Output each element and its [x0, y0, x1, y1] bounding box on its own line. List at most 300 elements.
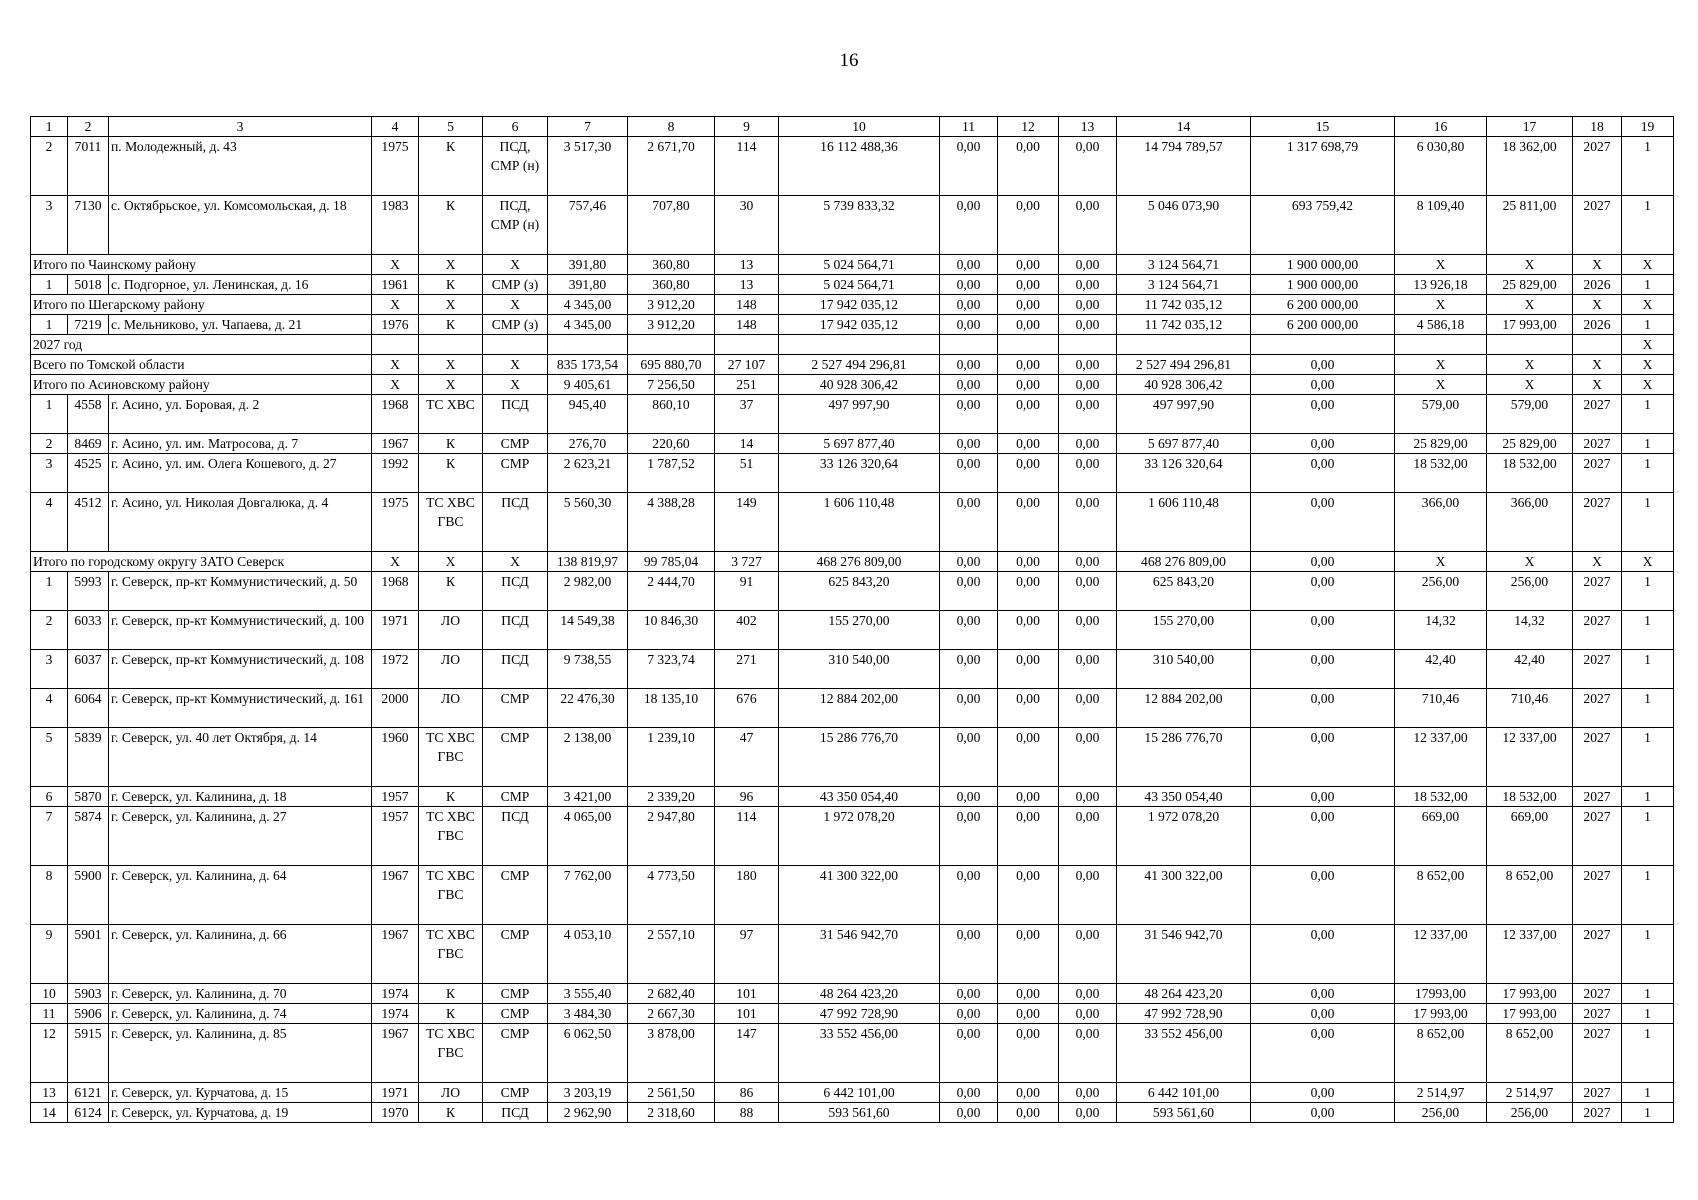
table-cell: с. Подгорное, ул. Ленинская, д. 16: [109, 275, 372, 295]
table-cell: X: [419, 295, 483, 315]
table-row: [31, 1024, 1674, 1083]
table-row: [31, 493, 1674, 552]
table-cell: 0,00: [1059, 984, 1117, 1004]
table-cell: г. Северск, ул. Курчатова, д. 15: [109, 1083, 372, 1103]
table-cell: 25 811,00: [1487, 196, 1573, 255]
table-cell: 625 843,20: [779, 572, 940, 611]
table-cell: 0,00: [998, 1103, 1059, 1123]
table-cell: г. Асино, ул. Боровая, д. 2: [109, 395, 372, 434]
table-cell: 2027: [1573, 137, 1622, 196]
table-cell: 5870: [68, 787, 109, 807]
table-cell: 695 880,70: [628, 355, 715, 375]
table-cell: 6 030,80: [1395, 137, 1487, 196]
table-cell: X: [483, 355, 548, 375]
table-cell: 18 532,00: [1487, 787, 1573, 807]
table-cell: 15 286 776,70: [1117, 728, 1251, 787]
table-cell: 2: [31, 137, 68, 196]
table-cell: 0,00: [940, 355, 998, 375]
table-cell: 360,80: [628, 275, 715, 295]
table-cell: 2 623,21: [548, 454, 628, 493]
table-cell: СМР: [483, 866, 548, 925]
table-cell: 0,00: [1251, 984, 1395, 1004]
table-row: [31, 395, 1674, 434]
table-cell: 0,00: [1251, 434, 1395, 454]
column-header: 17: [1487, 117, 1573, 137]
table-cell: X: [372, 355, 419, 375]
table-cell: [548, 335, 628, 355]
table-cell: 0,00: [1251, 1103, 1395, 1123]
table-cell: 3 421,00: [548, 787, 628, 807]
table-cell: 0,00: [1059, 650, 1117, 689]
table-body: [31, 137, 1674, 1123]
column-header: 8: [628, 117, 715, 137]
table-cell: 1975: [372, 137, 419, 196]
table-cell: 0,00: [998, 552, 1059, 572]
table-cell: 1: [1622, 611, 1674, 650]
table-cell: 5 024 564,71: [779, 255, 940, 275]
table-cell: 2027: [1573, 984, 1622, 1004]
table-cell: 2 982,00: [548, 572, 628, 611]
table-cell: 33 126 320,64: [779, 454, 940, 493]
table-cell: [1117, 335, 1251, 355]
page-number: 16: [839, 50, 859, 71]
table-cell: 25 829,00: [1395, 434, 1487, 454]
table-cell: 101: [715, 1004, 779, 1024]
table-cell: 96: [715, 787, 779, 807]
table-cell: 0,00: [940, 375, 998, 395]
table-cell: [372, 335, 419, 355]
table-cell: 5 024 564,71: [779, 275, 940, 295]
table-cell: X: [419, 375, 483, 395]
table-cell: 0,00: [940, 689, 998, 728]
table-cell: X: [372, 552, 419, 572]
table-cell: 4: [31, 689, 68, 728]
table-cell: X: [372, 375, 419, 395]
table-cell: 1: [1622, 1083, 1674, 1103]
table-cell: 8 652,00: [1487, 1024, 1573, 1083]
table-cell: 0,00: [1059, 1024, 1117, 1083]
table-cell: 0,00: [998, 1083, 1059, 1103]
table-cell: [1251, 335, 1395, 355]
table-cell: 256,00: [1487, 1103, 1573, 1123]
table-cell: 0,00: [1059, 572, 1117, 611]
table-cell: 2027: [1573, 728, 1622, 787]
table-cell: 7 323,74: [628, 650, 715, 689]
table-cell: 1: [1622, 434, 1674, 454]
table-cell: 13: [715, 275, 779, 295]
table-cell: 1: [1622, 807, 1674, 866]
table-cell: 41 300 322,00: [779, 866, 940, 925]
table-cell: X: [1395, 355, 1487, 375]
table-cell: 4 388,28: [628, 493, 715, 552]
table-cell: 13: [715, 255, 779, 275]
table-cell: 12 884 202,00: [779, 689, 940, 728]
table-cell: 4 345,00: [548, 315, 628, 335]
table-cell: 18 532,00: [1395, 454, 1487, 493]
table-cell: 11: [31, 1004, 68, 1024]
table-cell: 0,00: [1059, 925, 1117, 984]
table-cell: 2 138,00: [548, 728, 628, 787]
table-row: [31, 315, 1674, 335]
table-cell: X: [1487, 295, 1573, 315]
table-cell: 33 552 456,00: [1117, 1024, 1251, 1083]
table-cell: 2 527 494 296,81: [779, 355, 940, 375]
table-cell: 6033: [68, 611, 109, 650]
table-cell: 0,00: [998, 807, 1059, 866]
table-cell: 0,00: [998, 137, 1059, 196]
table-cell: 13 926,18: [1395, 275, 1487, 295]
table-cell: 0,00: [998, 925, 1059, 984]
table-cell: 1: [1622, 925, 1674, 984]
table-row: [31, 728, 1674, 787]
table-cell: 2027: [1573, 807, 1622, 866]
table-cell: К: [419, 275, 483, 295]
table-cell: ПСД, СМР (н): [483, 196, 548, 255]
table-cell: 5839: [68, 728, 109, 787]
table-cell: 3 555,40: [548, 984, 628, 1004]
table-cell: 25 829,00: [1487, 275, 1573, 295]
table-cell: п. Молодежный, д. 43: [109, 137, 372, 196]
table-cell: X: [1487, 552, 1573, 572]
table-cell: 0,00: [940, 493, 998, 552]
column-header: 18: [1573, 117, 1622, 137]
table-cell: 0,00: [940, 728, 998, 787]
table-cell: 0,00: [1251, 925, 1395, 984]
table-cell: 12 337,00: [1395, 925, 1487, 984]
table-cell: 4525: [68, 454, 109, 493]
table-cell: 48 264 423,20: [779, 984, 940, 1004]
table-cell: ЛО: [419, 689, 483, 728]
table-cell: 1967: [372, 866, 419, 925]
table-cell: 2027: [1573, 493, 1622, 552]
table-cell: 1: [1622, 689, 1674, 728]
table-cell: 835 173,54: [548, 355, 628, 375]
table-cell: X: [1395, 295, 1487, 315]
table-cell: 101: [715, 984, 779, 1004]
table-cell: 0,00: [998, 866, 1059, 925]
table-cell: 1: [31, 275, 68, 295]
table-cell: 0,00: [998, 1024, 1059, 1083]
table-cell: 0,00: [1251, 1004, 1395, 1024]
table-cell: 3 912,20: [628, 315, 715, 335]
table-cell: 1983: [372, 196, 419, 255]
table-cell: 8 652,00: [1395, 1024, 1487, 1083]
table-cell: с. Мельниково, ул. Чапаева, д. 21: [109, 315, 372, 335]
table-cell: 7130: [68, 196, 109, 255]
table-cell: 17993,00: [1395, 984, 1487, 1004]
table-cell: 8 109,40: [1395, 196, 1487, 255]
table-cell: 0,00: [1251, 807, 1395, 866]
table-cell: 3: [31, 196, 68, 255]
table-cell: 0,00: [1059, 611, 1117, 650]
table-cell: 1 972 078,20: [1117, 807, 1251, 866]
table-cell: 12 884 202,00: [1117, 689, 1251, 728]
table-cell: 5 046 073,90: [1117, 196, 1251, 255]
table-cell: СМР: [483, 984, 548, 1004]
table-cell: 1957: [372, 807, 419, 866]
table-cell: 37: [715, 395, 779, 434]
table-cell: 693 759,42: [1251, 196, 1395, 255]
table-cell: 0,00: [940, 137, 998, 196]
table-cell: 0,00: [998, 1004, 1059, 1024]
table-cell: 0,00: [940, 454, 998, 493]
table-cell: 48 264 423,20: [1117, 984, 1251, 1004]
table-cell: 5018: [68, 275, 109, 295]
table-cell: 33 126 320,64: [1117, 454, 1251, 493]
table-cell: 9: [31, 925, 68, 984]
table-cell: 17 942 035,12: [779, 295, 940, 315]
table-cell: X: [1573, 375, 1622, 395]
table-cell: 4 065,00: [548, 807, 628, 866]
table-cell: 11 742 035,12: [1117, 295, 1251, 315]
table-cell: 18 135,10: [628, 689, 715, 728]
table-cell: 4 345,00: [548, 295, 628, 315]
table-cell: 2000: [372, 689, 419, 728]
table-cell: СМР: [483, 728, 548, 787]
table-cell: [1573, 335, 1622, 355]
table-cell: 2027: [1573, 572, 1622, 611]
table-cell: 41 300 322,00: [1117, 866, 1251, 925]
table-cell: X: [1573, 255, 1622, 275]
table-cell: 3 912,20: [628, 295, 715, 315]
subtotal-row: [31, 355, 1674, 375]
table-cell: 4: [31, 493, 68, 552]
table-cell: 155 270,00: [1117, 611, 1251, 650]
table-row: [31, 866, 1674, 925]
table-cell: 0,00: [940, 1103, 998, 1123]
table-cell: 707,80: [628, 196, 715, 255]
table-cell: 97: [715, 925, 779, 984]
table-cell: 7011: [68, 137, 109, 196]
table-cell: 8 652,00: [1395, 866, 1487, 925]
table-cell: 6 200 000,00: [1251, 295, 1395, 315]
year-row: [31, 335, 1674, 355]
table-cell: [1487, 335, 1573, 355]
table-cell: 14 794 789,57: [1117, 137, 1251, 196]
table-cell: СМР: [483, 454, 548, 493]
table-cell: 42,40: [1487, 650, 1573, 689]
column-header: 4: [372, 117, 419, 137]
table-cell: [1395, 335, 1487, 355]
table-cell: 42,40: [1395, 650, 1487, 689]
table-cell: 1 972 078,20: [779, 807, 940, 866]
table-cell: 2027: [1573, 787, 1622, 807]
table-cell: 1957: [372, 787, 419, 807]
table-cell: 468 276 809,00: [779, 552, 940, 572]
table-cell: 13: [31, 1083, 68, 1103]
table-cell: 1971: [372, 611, 419, 650]
subtotal-label: Итого по Асиновскому району: [31, 375, 372, 395]
table-cell: 1961: [372, 275, 419, 295]
table-cell: 0,00: [1059, 315, 1117, 335]
table-cell: X: [1395, 255, 1487, 275]
table-cell: СМР (з): [483, 275, 548, 295]
table-cell: 1: [1622, 866, 1674, 925]
column-header: 13: [1059, 117, 1117, 137]
table-cell: 366,00: [1395, 493, 1487, 552]
table-cell: X: [1622, 255, 1674, 275]
table-cell: 579,00: [1395, 395, 1487, 434]
table-cell: 1 606 110,48: [1117, 493, 1251, 552]
table-cell: 0,00: [1059, 375, 1117, 395]
table-cell: 114: [715, 137, 779, 196]
table-cell: 148: [715, 295, 779, 315]
table-cell: X: [483, 255, 548, 275]
subtotal-label: Итого по Шегарскому району: [31, 295, 372, 315]
table-cell: 0,00: [1251, 572, 1395, 611]
table-cell: К: [419, 315, 483, 335]
table-cell: 10 846,30: [628, 611, 715, 650]
table-cell: 310 540,00: [779, 650, 940, 689]
table-cell: 6: [31, 787, 68, 807]
table-cell: X: [419, 255, 483, 275]
subtotal-row: [31, 295, 1674, 315]
table-cell: 0,00: [940, 196, 998, 255]
column-number-row: [31, 117, 1674, 137]
table-cell: 0,00: [940, 1004, 998, 1024]
table-cell: 12: [31, 1024, 68, 1083]
table-cell: 8: [31, 866, 68, 925]
table-cell: 14: [31, 1103, 68, 1123]
table-cell: К: [419, 196, 483, 255]
table-cell: 0,00: [998, 255, 1059, 275]
table-cell: X: [372, 255, 419, 275]
table-cell: 0,00: [998, 493, 1059, 552]
table-cell: 1: [1622, 650, 1674, 689]
table-cell: 1: [1622, 787, 1674, 807]
table-cell: 17 942 035,12: [779, 315, 940, 335]
column-header: 11: [940, 117, 998, 137]
table-cell: 18 532,00: [1395, 787, 1487, 807]
table-cell: 6 442 101,00: [1117, 1083, 1251, 1103]
table-cell: 0,00: [1059, 395, 1117, 434]
table-cell: 7 762,00: [548, 866, 628, 925]
table-cell: 2 514,97: [1395, 1083, 1487, 1103]
table-cell: 0,00: [1059, 137, 1117, 196]
table-cell: 593 561,60: [779, 1103, 940, 1123]
table-cell: г. Асино, ул. им. Матросова, д. 7: [109, 434, 372, 454]
table-cell: 2027: [1573, 1083, 1622, 1103]
table-cell: [628, 335, 715, 355]
column-header: 19: [1622, 117, 1674, 137]
table-cell: 4 053,10: [548, 925, 628, 984]
table-cell: [779, 335, 940, 355]
column-header: 15: [1251, 117, 1395, 137]
table-cell: 0,00: [998, 689, 1059, 728]
table-cell: 2 947,80: [628, 807, 715, 866]
table-cell: ТС ХВС ГВС: [419, 925, 483, 984]
table-cell: X: [1622, 335, 1674, 355]
table-cell: К: [419, 454, 483, 493]
table-cell: 8469: [68, 434, 109, 454]
table-cell: ЛО: [419, 1083, 483, 1103]
table-cell: 15 286 776,70: [779, 728, 940, 787]
table-cell: 1: [1622, 315, 1674, 335]
subtotal-row: [31, 552, 1674, 572]
table-cell: г. Северск, ул. Калинина, д. 27: [109, 807, 372, 866]
column-header: 10: [779, 117, 940, 137]
table-cell: 2027: [1573, 650, 1622, 689]
table-cell: 2027: [1573, 1024, 1622, 1083]
table-cell: 1: [31, 395, 68, 434]
table-cell: 17 993,00: [1487, 315, 1573, 335]
table-cell: 0,00: [940, 275, 998, 295]
table-cell: X: [1573, 295, 1622, 315]
table-cell: 0,00: [998, 275, 1059, 295]
table-cell: 1968: [372, 395, 419, 434]
table-cell: 5903: [68, 984, 109, 1004]
table-cell: 0,00: [1059, 689, 1117, 728]
table-cell: 2 318,60: [628, 1103, 715, 1123]
table-cell: 40 928 306,42: [779, 375, 940, 395]
table-cell: СМР: [483, 787, 548, 807]
table-cell: 4 773,50: [628, 866, 715, 925]
table-cell: [715, 335, 779, 355]
table-cell: ТС ХВС ГВС: [419, 493, 483, 552]
table-cell: 7 256,50: [628, 375, 715, 395]
table-cell: 1: [1622, 454, 1674, 493]
table-cell: 6037: [68, 650, 109, 689]
table-cell: 945,40: [548, 395, 628, 434]
table-row: [31, 454, 1674, 493]
table-cell: 5900: [68, 866, 109, 925]
table-cell: 468 276 809,00: [1117, 552, 1251, 572]
table-cell: 4 586,18: [1395, 315, 1487, 335]
table-cell: 5 739 833,32: [779, 196, 940, 255]
table-cell: ПСД: [483, 1103, 548, 1123]
table-cell: 0,00: [998, 650, 1059, 689]
table-cell: X: [372, 295, 419, 315]
table-cell: К: [419, 1004, 483, 1024]
table-cell: ТС ХВС ГВС: [419, 728, 483, 787]
table-row: [31, 196, 1674, 255]
table-cell: 2 514,97: [1487, 1083, 1573, 1103]
table-cell: 2: [31, 434, 68, 454]
table-cell: 0,00: [940, 255, 998, 275]
table-cell: 2 682,40: [628, 984, 715, 1004]
table-cell: 0,00: [1251, 1024, 1395, 1083]
table-cell: 402: [715, 611, 779, 650]
repair-program-table: [30, 116, 1674, 1123]
table-cell: 14 549,38: [548, 611, 628, 650]
table-cell: 3 878,00: [628, 1024, 715, 1083]
table-cell: ТС ХВС ГВС: [419, 1024, 483, 1083]
table-cell: 0,00: [998, 434, 1059, 454]
table-cell: 366,00: [1487, 493, 1573, 552]
table-cell: 0,00: [1059, 807, 1117, 866]
table-cell: г. Северск, ул. Калинина, д. 85: [109, 1024, 372, 1083]
table-cell: 3 517,30: [548, 137, 628, 196]
table-cell: г. Северск, ул. Калинина, д. 66: [109, 925, 372, 984]
table-cell: 1: [1622, 395, 1674, 434]
table-cell: 2 339,20: [628, 787, 715, 807]
table-cell: 0,00: [1251, 650, 1395, 689]
table-cell: 1: [31, 315, 68, 335]
table-cell: 11 742 035,12: [1117, 315, 1251, 335]
table-cell: 669,00: [1487, 807, 1573, 866]
column-header: 12: [998, 117, 1059, 137]
table-cell: 99 785,04: [628, 552, 715, 572]
table-cell: г. Северск, пр-кт Коммунистический, д. 161: [109, 689, 372, 728]
table-cell: 0,00: [940, 434, 998, 454]
table-cell: ТС ХВС: [419, 395, 483, 434]
table-cell: г. Северск, пр-кт Коммунистический, д. 108: [109, 650, 372, 689]
table-cell: 1 900 000,00: [1251, 255, 1395, 275]
table-cell: 0,00: [940, 650, 998, 689]
table-cell: 0,00: [1251, 689, 1395, 728]
table-cell: 31 546 942,70: [779, 925, 940, 984]
table-cell: 1968: [372, 572, 419, 611]
